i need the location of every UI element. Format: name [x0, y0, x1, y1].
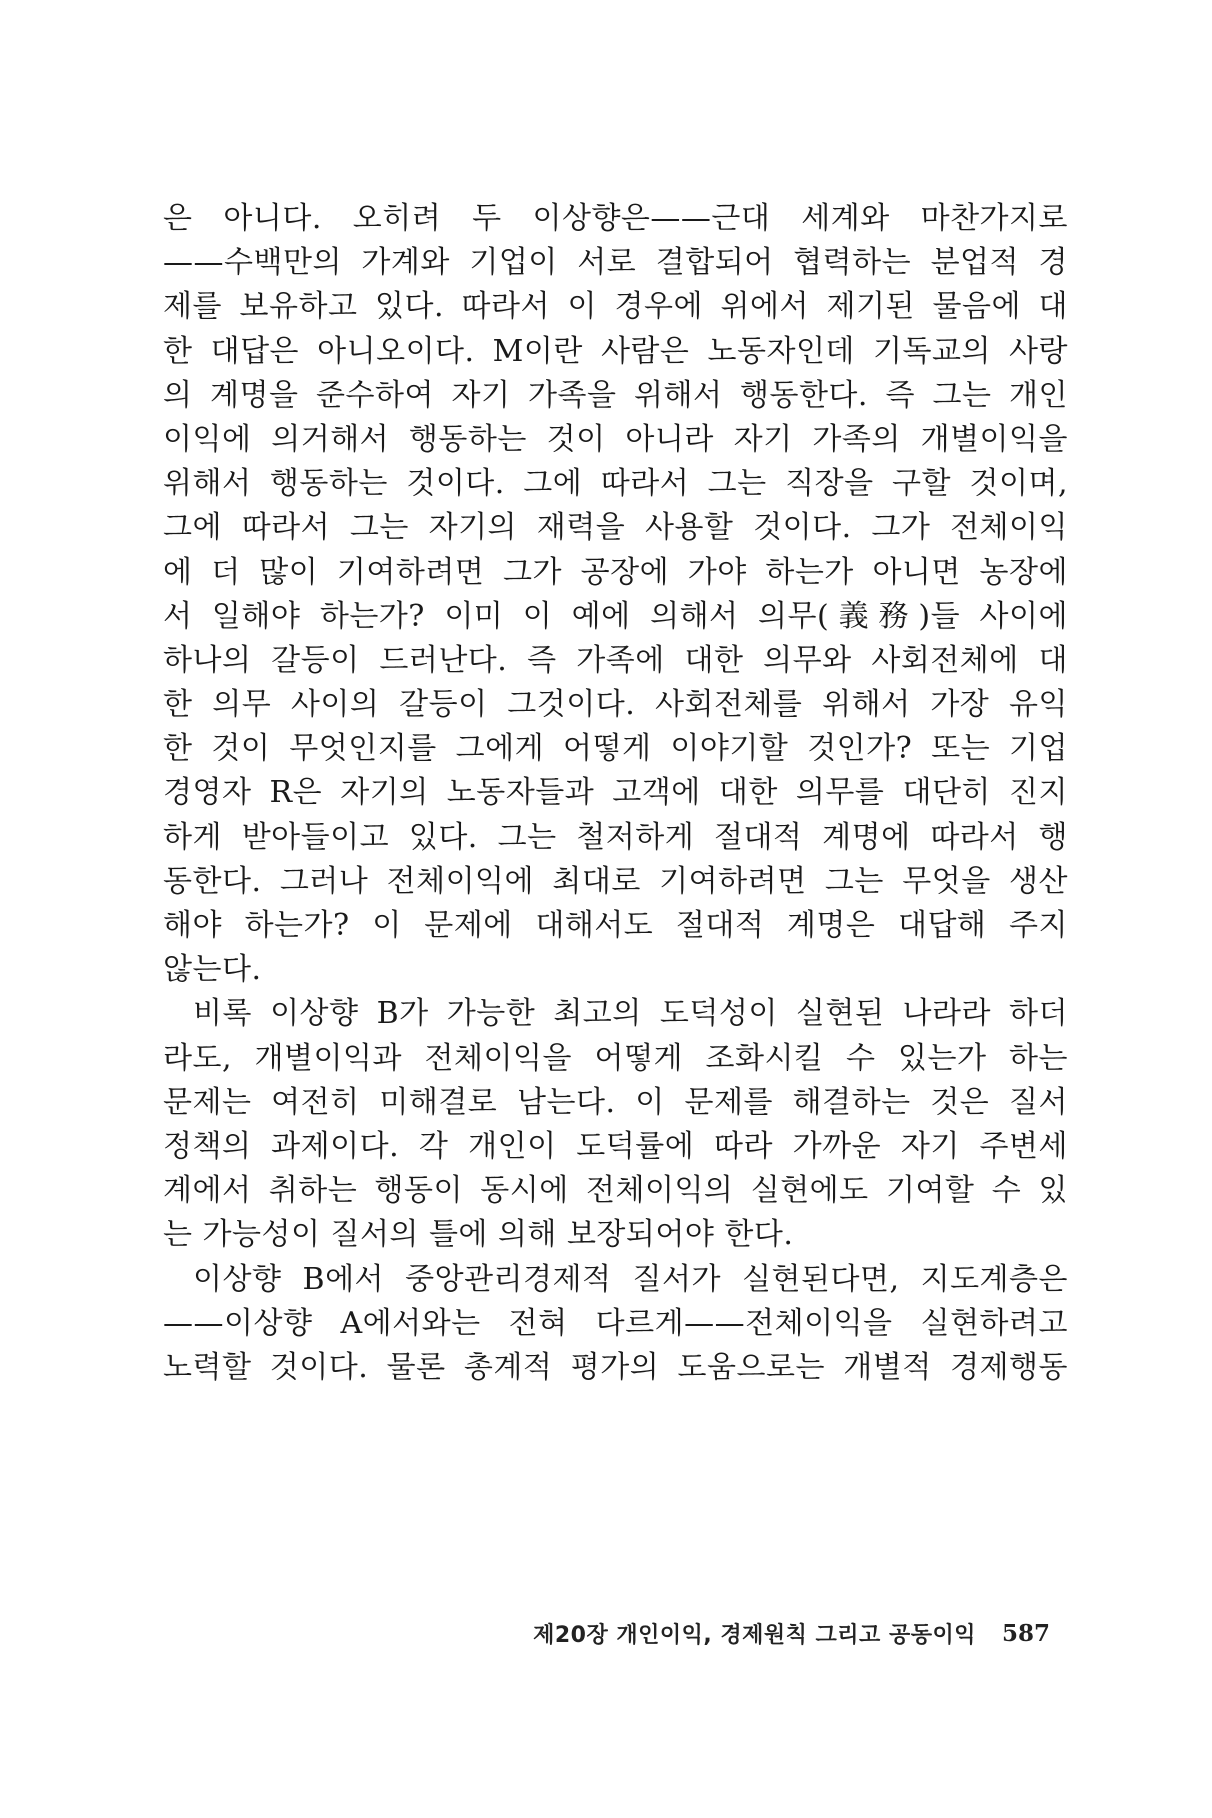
- text-line: 서 일해야 하는가? 이미 이 예에 의해서 의무(義務)들 사이에: [163, 598, 1068, 634]
- page-number: 587: [1001, 1619, 1050, 1647]
- text-line: 않는다.: [163, 952, 262, 988]
- text-line: 의 계명을 준수하여 자기 가족을 위해서 행동한다. 즉 그는 개인: [163, 377, 1068, 413]
- text-line: 노력할 것이다. 물론 총계적 평가의 도움으로는 개별적 경제행동: [163, 1349, 1068, 1385]
- text-line: 위해서 행동하는 것이다. 그에 따라서 그는 직장을 구할 것이며,: [163, 466, 1068, 502]
- text-line: 한 것이 무엇인지를 그에게 어떻게 이야기할 것인가? 또는 기업: [163, 731, 1068, 767]
- text-line: 계에서 취하는 행동이 동시에 전체이익의 실현에도 기여할 수 있: [163, 1173, 1068, 1209]
- text-line: 한 의무 사이의 갈등이 그것이다. 사회전체를 위해서 가장 유익: [163, 687, 1068, 723]
- text-line: 그에 따라서 그는 자기의 재력을 사용할 것이다. 그가 전체이익: [163, 510, 1068, 546]
- text-line: 이익에 의거해서 행동하는 것이 아니라 자기 가족의 개별이익을: [163, 421, 1068, 457]
- text-line: 제를 보유하고 있다. 따라서 이 경우에 위에서 제기된 물음에 대: [163, 289, 1068, 325]
- text-line: ——이상향 A에서와는 전혀 다르게——전체이익을 실현하려고: [163, 1305, 1068, 1341]
- text-line: 이상향 B에서 중앙관리경제적 질서가 실현된다면, 지도계층은: [193, 1261, 1068, 1297]
- text-line: 라도, 개별이익과 전체이익을 어떻게 조화시킬 수 있는가 하는: [163, 1040, 1068, 1076]
- text-line: 동한다. 그러나 전체이익에 최대로 기여하려면 그는 무엇을 생산: [163, 863, 1068, 899]
- text-line: 경영자 R은 자기의 노동자들과 고객에 대한 의무를 대단히 진지: [163, 775, 1068, 811]
- body-text: [163, 197, 1068, 1390]
- text-line: 하게 받아들이고 있다. 그는 철저하게 절대적 계명에 따라서 행: [163, 819, 1068, 855]
- text-line: 에 더 많이 기여하려면 그가 공장에 가야 하는가 아니면 농장에: [163, 554, 1068, 590]
- text-line: 해야 하는가? 이 문제에 대해서도 절대적 계명은 대답해 주지: [163, 908, 1068, 943]
- text-line: 문제는 여전히 미해결로 남는다. 이 문제를 해결하는 것은 질서: [163, 1084, 1068, 1120]
- text-line: 은 아니다. 오히려 두 이상향은——근대 세계와 마찬가지로: [163, 201, 1068, 236]
- text-line: 하나의 갈등이 드러난다. 즉 가족에 대한 의무와 사회전체에 대: [163, 642, 1068, 678]
- text-line: 한 대답은 아니오이다. M이란 사람은 노동자인데 기독교의 사랑: [163, 333, 1068, 369]
- text-line: 는 가능성이 질서의 틀에 의해 보장되어야 한다.: [163, 1217, 794, 1253]
- text-line: 정책의 과제이다. 각 개인이 도덕률에 따라 가까운 자기 주변세: [163, 1128, 1068, 1164]
- text-line: ——수백만의 가계와 기업이 서로 결합되어 협력하는 분업적 경: [163, 245, 1068, 281]
- chapter-title: 제20장 개인이익, 경제원칙 그리고 공동이익: [533, 1622, 976, 1648]
- running-footer: [490, 1615, 1050, 1651]
- text-line: 비록 이상향 B가 가능한 최고의 도덕성이 실현된 나라라 하더: [193, 996, 1068, 1032]
